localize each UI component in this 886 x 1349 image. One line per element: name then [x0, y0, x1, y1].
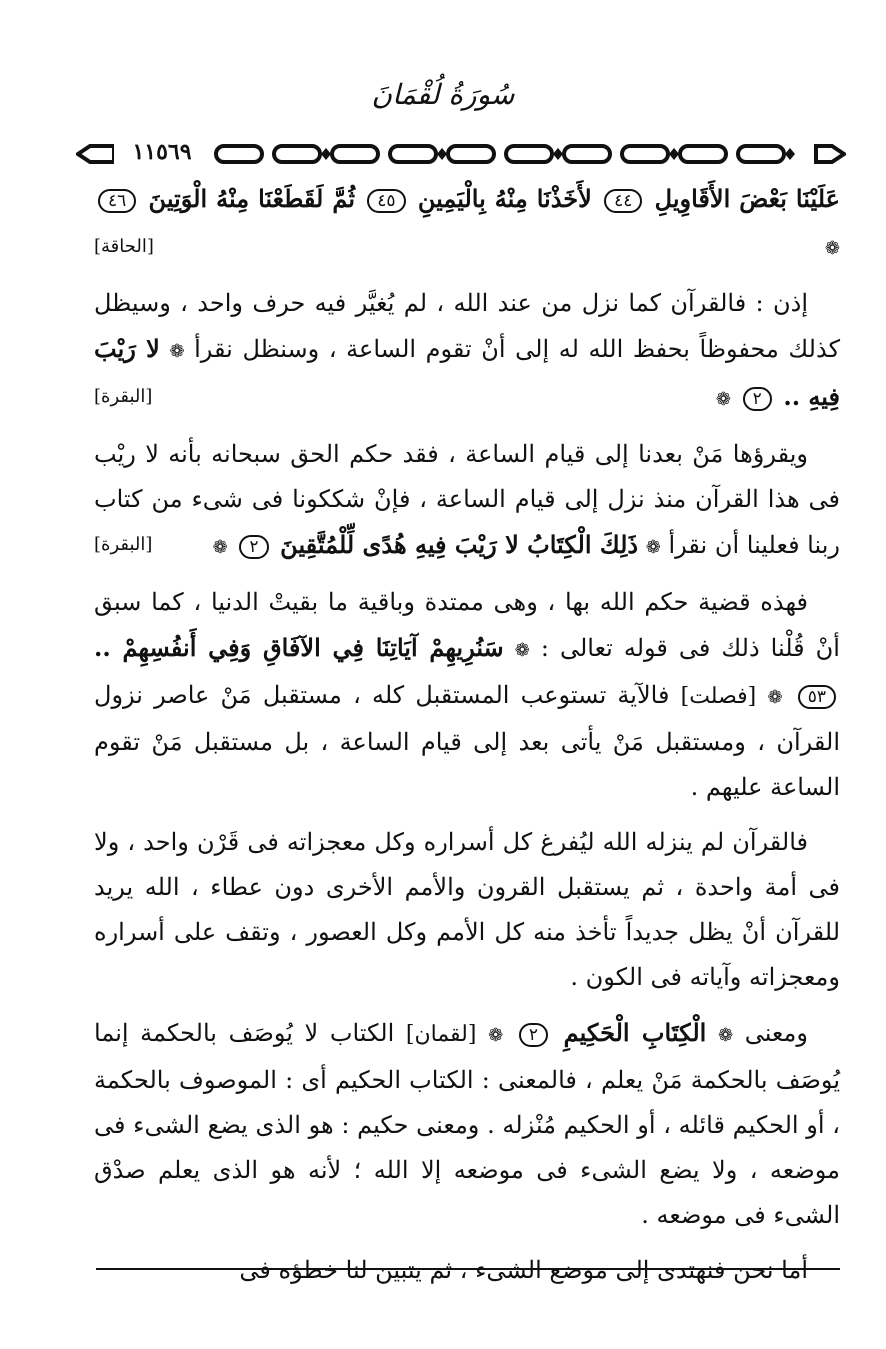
- body-text: فالآية تستوعب المستقبل كله ، مستقبل مَنْ عاصر نزول القرآن ، ومستقبل مَنْ يأتى بعد إلى قيام الساعة ، بل مستقبل مَنْ تقوم الساعة عليهم .: [94, 681, 840, 801]
- band-diamond: [321, 148, 331, 160]
- chain-link: [216, 146, 262, 162]
- ayah-number: ٢: [519, 1023, 548, 1047]
- band-end-cap: [816, 146, 844, 162]
- surah-title: سُورَةُ لُقْمَانَ: [371, 78, 515, 111]
- quote-ornament-close-icon: ❁: [488, 1025, 504, 1046]
- quote-ornament-open-icon: ❁: [717, 1025, 734, 1046]
- paragraph-7: [94, 1248, 840, 1293]
- quote-ornament-close-icon: ❁: [767, 687, 783, 708]
- band-diamond: [669, 148, 679, 160]
- paragraph-1: [94, 176, 840, 271]
- quran-verse: لا رَيْبَ فِيهِ ..: [94, 334, 840, 411]
- quran-verse: لأَخَذْنَا مِنْهُ بِالْيَمِينِ: [417, 184, 592, 213]
- page-text: [94, 176, 840, 1303]
- source-reference: [الحاقة]: [94, 236, 154, 257]
- quote-ornament-close-icon: ❁: [824, 238, 840, 259]
- body-text: فهذه قضية حكم الله بها ، وهى ممتدة وباقية ما بقيتْ الدنيا ، كما سبق أنْ قُلْنا ذلك فى قوله تعالى :: [94, 588, 840, 662]
- body-text: الكتاب لا يُوصَف بالحكمة إنما يُوصَف بالحكمة مَنْ يعلم ، فالمعنى : الكتاب الحكيم أى : الموصوف بالحكمة ، أو الحكيم قائله ، أو الحكيم مُنْزله . ومعنى حكيم : هو الذى يضع الشىء فى موضعه ، ولا يضع الشىء فى موضعه إلا الله ؛ لأنه هو الذى يعلم صدْق الشىء فى موضعه .: [94, 1019, 840, 1229]
- footer-rule: [96, 1268, 840, 1270]
- quote-ornament-close-icon: ❁: [715, 389, 731, 410]
- paragraph-4: [94, 580, 840, 810]
- body-text: ومعنى: [744, 1019, 808, 1047]
- band-diamond: [553, 148, 563, 160]
- paragraph-2: [94, 281, 840, 422]
- body-text: ويقرؤها مَنْ بعدنا إلى قيام الساعة ، فقد حكم الحق سبحانه بأنه لا ريْب فى هذا القرآن منذ نزل إلى قيام الساعة ، فإنْ شككونا فى شىء من كتاب ربنا فعلينا أن نقرأ: [94, 440, 840, 559]
- ayah-number: ٥٣: [798, 685, 836, 709]
- source-reference: [البقرة]: [94, 534, 153, 555]
- chain-link: [564, 146, 610, 162]
- chain-link: [622, 146, 668, 162]
- chain-link: [390, 146, 436, 162]
- quran-verse: ثُمَّ لَقَطَعْنَا مِنْهُ الْوَتِينَ: [148, 184, 355, 213]
- ayah-number: ٤٥: [367, 189, 405, 213]
- quran-verse: الْكِتَابِ الْحَكِيمِ: [563, 1018, 707, 1047]
- body-text: إذن : فالقرآن كما نزل من عند الله ، لم يُغيَّر فيه حرف واحد ، وسيظل كذلك محفوظاً بحفظ الله له إلى أنْ تقوم الساعة ، وسنظل نقرأ: [94, 289, 840, 363]
- quran-verse: ذَلِكَ الْكِتَابُ لا رَيْبَ فِيهِ هُدًى لِّلْمُتَّقِينَ: [280, 530, 639, 559]
- chain-link: [332, 146, 378, 162]
- body-text: أما نحن فنهتدى إلى موضع الشىء ، ثم يتبين لنا خطؤه فى: [239, 1256, 808, 1284]
- chain-link: [448, 146, 494, 162]
- page-number: ١١٥٦٩: [114, 137, 210, 167]
- band-diamond: [437, 148, 447, 160]
- chain-link: [506, 146, 552, 162]
- ayah-number: ٢: [743, 387, 772, 411]
- source-reference: [البقرة]: [94, 386, 153, 407]
- body-text: فالقرآن لم ينزله الله ليُفرغ كل أسراره وكل معجزاته فى قَرْن واحد ، ولا فى أمة واحدة ، ثم يستقبل القرون والأمم الأخرى دون عطاء ، الله يريد للقرآن أنْ يظل جديداً تأخذ منه كل الأمم وكل العصور ، وتقف على أسراره ومعجزاته وآياته فى الكون .: [94, 828, 840, 991]
- chain-link: [680, 146, 726, 162]
- ayah-number: ٤٦: [98, 189, 136, 213]
- paragraph-3: [94, 432, 840, 570]
- quran-verse: عَلَيْنَا بَعْضَ الأَقَاوِيلِ: [654, 184, 840, 213]
- quote-ornament-open-icon: ❁: [514, 640, 530, 661]
- band-end-cap: [78, 146, 114, 162]
- source-reference: [فصلت]: [680, 684, 757, 709]
- quote-ornament-open-icon: ❁: [169, 341, 185, 362]
- chain-link: [738, 146, 784, 162]
- quran-verse: سَنُرِيهِمْ آيَاتِنَا فِي الآفَاقِ وَفِي أَنفُسِهِمْ ..: [94, 633, 504, 662]
- paragraph-6: [94, 1010, 840, 1238]
- ayah-number: ٢: [239, 535, 268, 559]
- band-diamond: [785, 148, 795, 160]
- ayah-number: ٤٤: [604, 189, 642, 213]
- quote-ornament-open-icon: ❁: [645, 537, 661, 558]
- chain-link: [274, 146, 320, 162]
- quote-ornament-close-icon: ❁: [212, 537, 228, 558]
- source-reference: [لقمان]: [405, 1022, 477, 1047]
- paragraph-5: [94, 820, 840, 1000]
